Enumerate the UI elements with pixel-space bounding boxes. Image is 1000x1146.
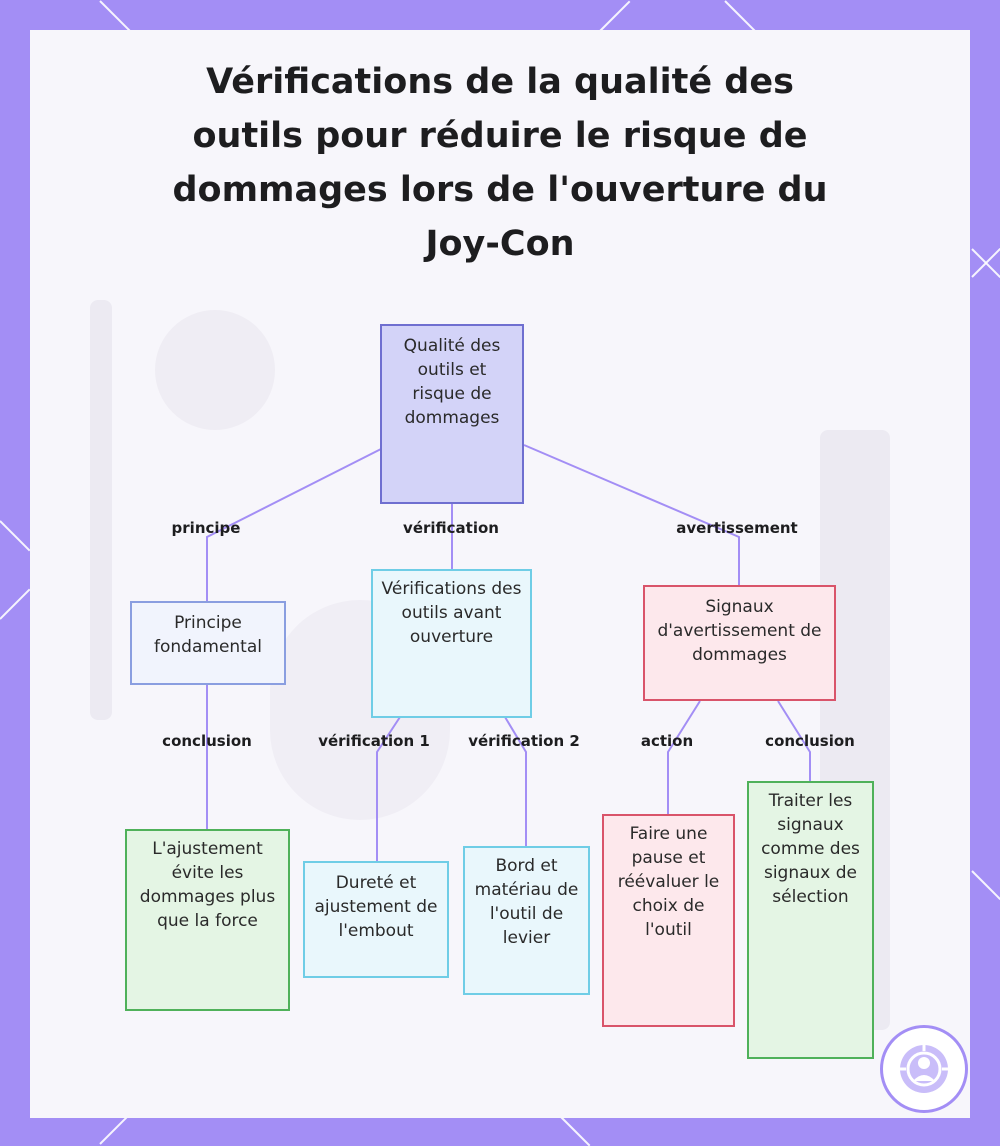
- node-label: Dureté et ajustement de l'embout: [314, 873, 438, 941]
- node-label: Principe fondamental: [154, 613, 262, 657]
- node-signals: [747, 781, 874, 1059]
- connector-avertissement: [524, 445, 739, 585]
- node-label: Traiter les signaux comme des signaux de sélection: [761, 791, 860, 907]
- node-principle: [130, 601, 286, 685]
- node-label: Faire une pause et réévaluer le choix de l'outil: [617, 824, 720, 940]
- edge-label-verification-1: vérification 1: [318, 732, 430, 750]
- edge-label-avertissement: avertissement: [676, 519, 798, 537]
- edge-label-conclusion: conclusion: [765, 732, 855, 750]
- node-adjustment: [125, 829, 290, 1011]
- node-pause: [602, 814, 735, 1027]
- node-edge-material: [463, 846, 590, 995]
- node-label: Qualité des outils et risque de dommages: [403, 336, 501, 428]
- connector-action: [668, 701, 700, 815]
- node-warning: [643, 585, 836, 701]
- node-tip: [303, 861, 449, 978]
- diagram-title: Vérifications de la qualité des outils pour réduire le risque de dommages lors de l'ouverture du Joy-Con: [172, 62, 828, 264]
- edge-label-action: action: [640, 732, 694, 750]
- node-label: Vérifications des outils avant ouverture: [381, 579, 522, 647]
- target-person-icon: [896, 1041, 952, 1097]
- node-root: [380, 324, 524, 504]
- edge-label-verification: vérification: [403, 519, 499, 537]
- brand-logo: [880, 1025, 968, 1113]
- node-label: L'ajustement évite les dommages plus que la force: [139, 839, 276, 931]
- node-verification: [371, 569, 532, 718]
- edge-label-verification-2: vérification 2: [468, 732, 580, 750]
- edge-label-conclusion: conclusion: [162, 732, 252, 750]
- edge-label-principe: principe: [171, 519, 241, 537]
- node-label: Bord et matériau de l'outil de levier: [474, 856, 579, 948]
- node-label: Signaux d'avertissement de dommages: [657, 597, 822, 665]
